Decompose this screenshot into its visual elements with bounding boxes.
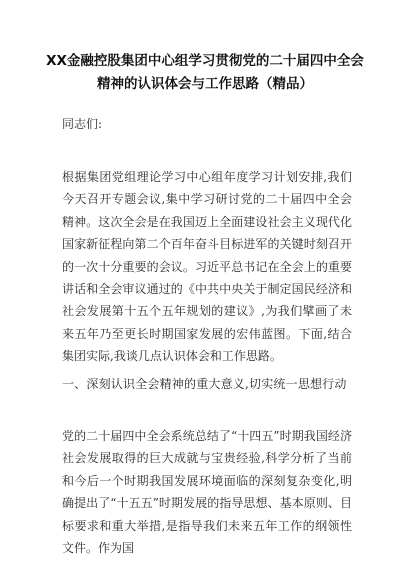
- section-heading-1: 一、深刻认识全会精神的重大意义,切实统一思想行动: [62, 377, 347, 391]
- salutation: 同志们:: [62, 117, 103, 131]
- paragraph-intro: 根据集团党组理论学习中心组年度学习计划安排,我们今天召开专题会议,集中学习研讨党的二十届四中全会精神。这次全会是在我国迈上全面建设社会主义现代化国家新征程向第二个百年奋斗目标进军的关键时刻召开的一次十分重要的会议。习近平总书记在全会上的重要讲话和全会审议通过的《中共中央关于制定国民经济和社会发展第十五个五年规划的建议》,为我们擘画了未来五年乃至更长时期国家发展的宏伟蓝图。下面,结合集团实际,我谈几点认识体会和工作思路。: [62, 170, 352, 364]
- paragraph-section-1: 党的二十届四中全会系统总结了“十四五”时期我国经济社会发展取得的巨大成就与宝贵经验,科学分析了当前和今后一个时期我国发展环境面临的深刻复杂变化,明确提出了“十五五”时期发展的指导思想、基本原则、目标要求和重大举措,是指导我们未来五年工作的纲领性文件。作为国: [62, 429, 352, 556]
- document-title: XX金融控股集团中心组学习贯彻党的二十届四中全会精神的认识体会与工作思路（精品）: [46, 53, 364, 92]
